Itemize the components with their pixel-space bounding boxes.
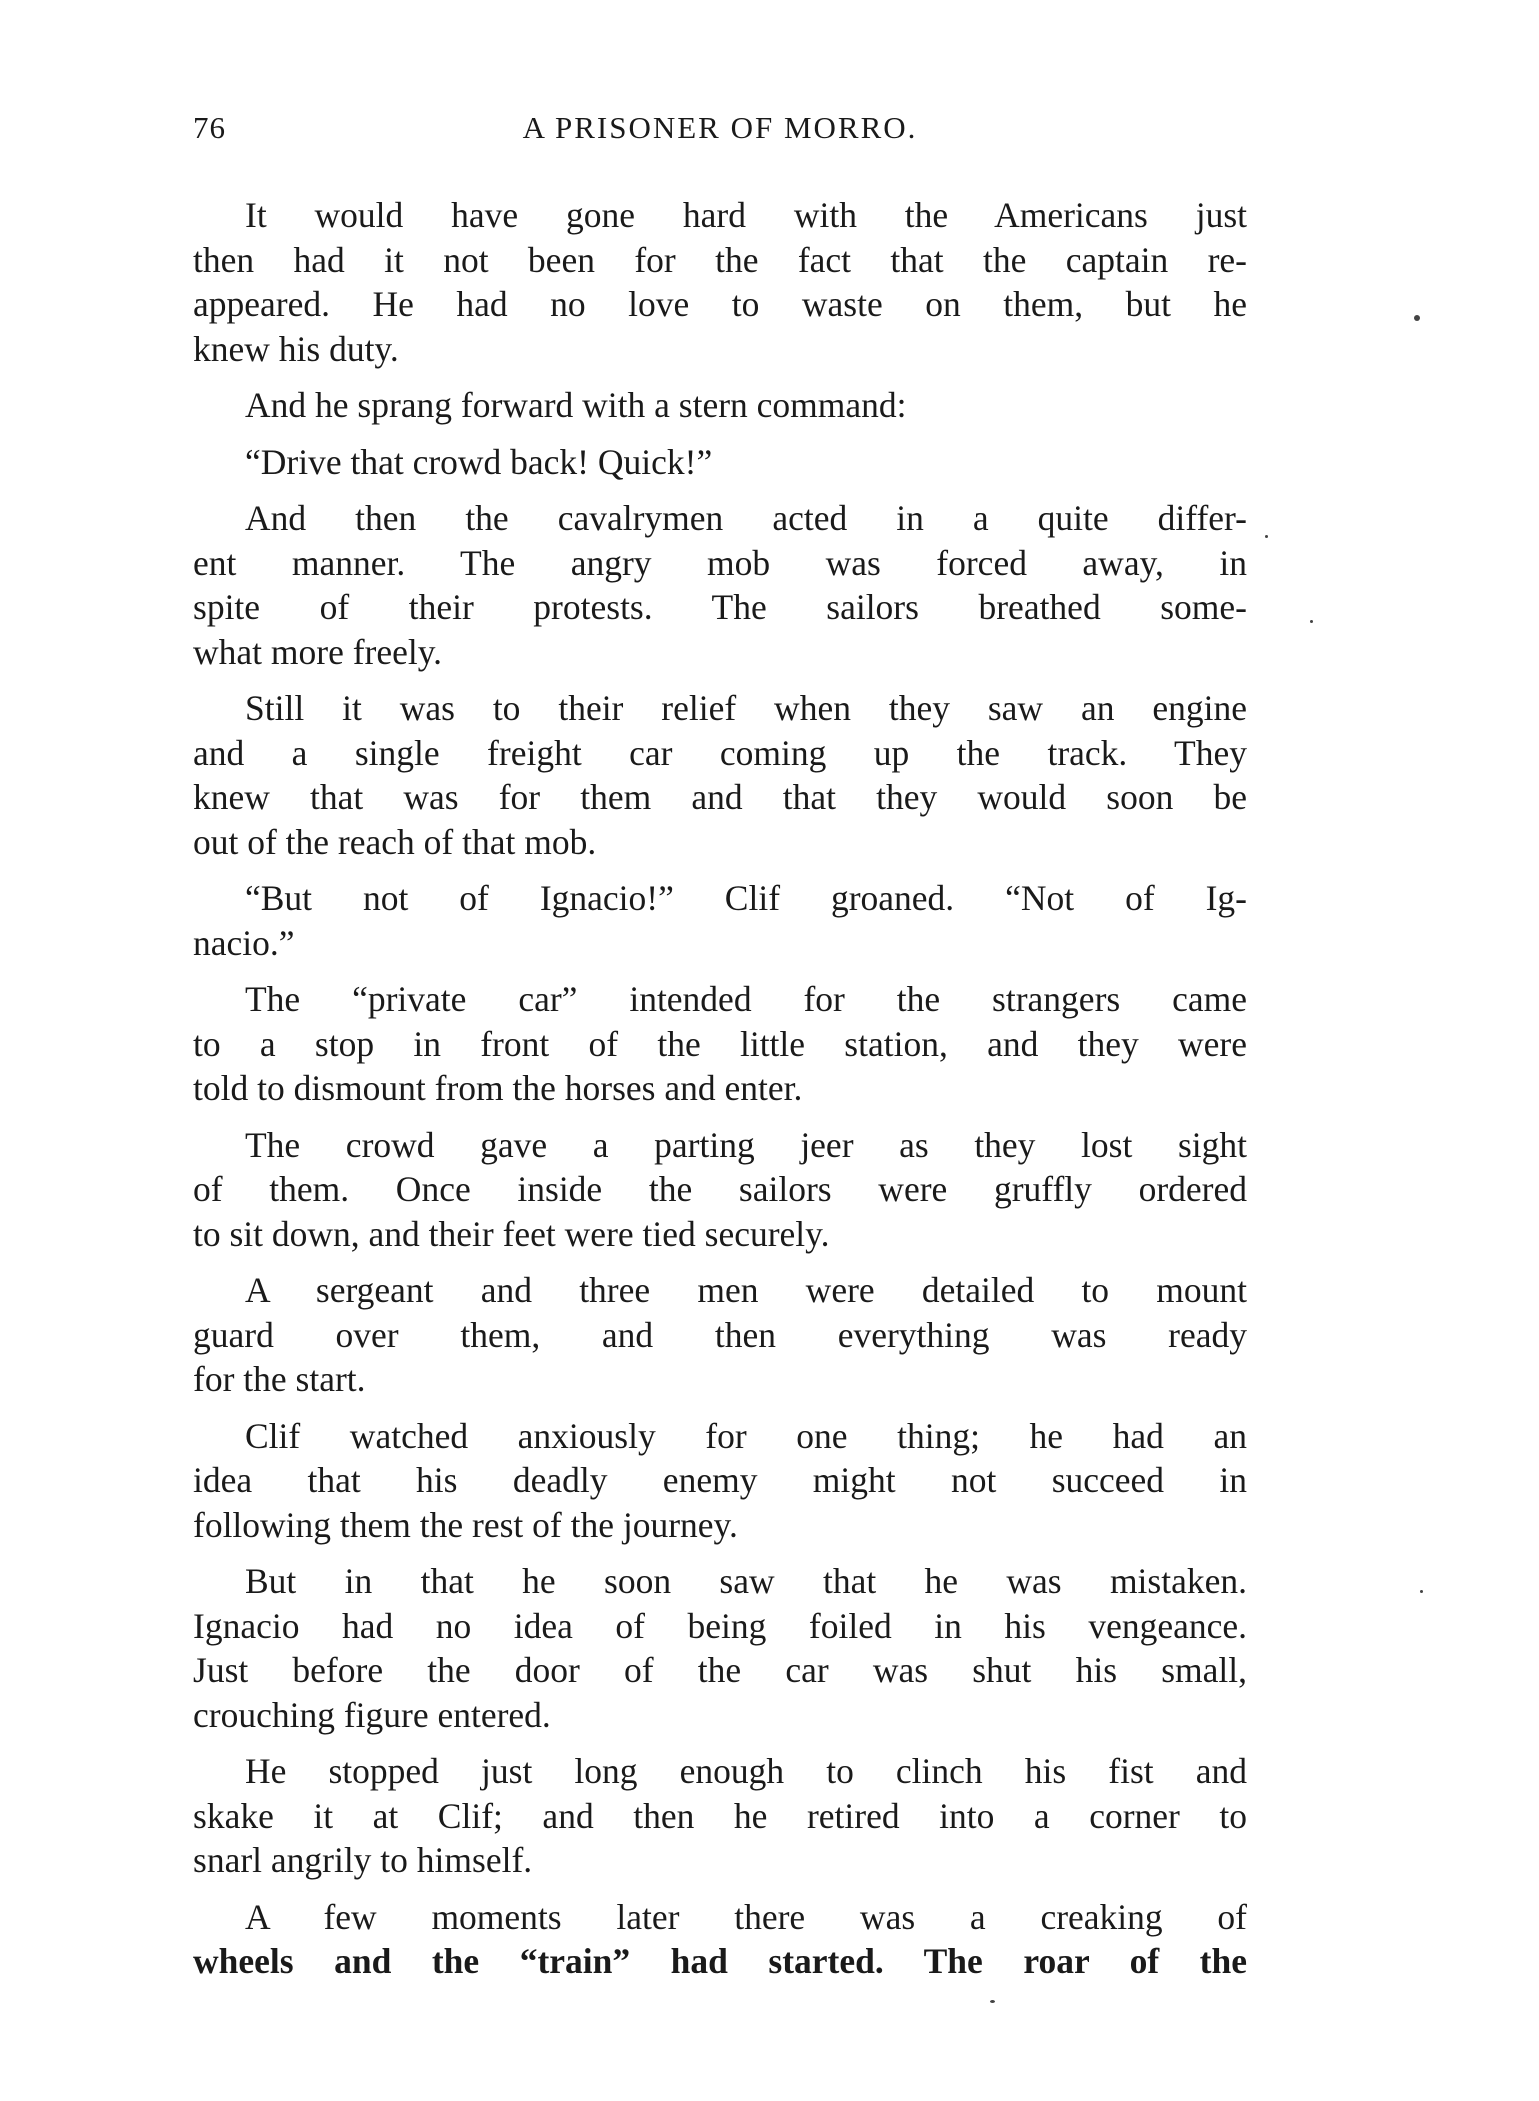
text-line: Still it was to their relief when they saw an engine — [245, 688, 1247, 728]
text-line: Clif watched anxiously for one thing; he had an — [245, 1415, 1247, 1456]
text-line: He stopped just long enough to clinch his fist and — [245, 1751, 1247, 1791]
paragraph — [193, 193, 1247, 371]
text-line: wheels and the “train” had started. The roar of the — [193, 1941, 1247, 1981]
text-line: of them. Once inside the sailors were gruffly ordered — [193, 1169, 1247, 1209]
paragraph — [193, 383, 1247, 428]
running-title: A PRISONER OF MORRO. — [522, 110, 918, 145]
text-line: guard over them, and then everything was ready — [193, 1314, 1247, 1355]
text-line: And then the cavalrymen acted in a quite differ- — [245, 498, 1247, 538]
paragraph — [193, 686, 1247, 864]
text-line: Ignacio had no idea of being foiled in his vengeance. — [193, 1605, 1247, 1646]
print-speck — [990, 2000, 995, 2003]
text-line: out of the reach of that mob. — [193, 821, 597, 862]
text-line: A few moments later there was a creaking of — [245, 1896, 1247, 1937]
text-line: appeared. He had no love to waste on them, but he — [193, 284, 1247, 324]
text-line: crouching figure entered. — [193, 1694, 551, 1735]
print-speck — [1414, 315, 1420, 321]
text-line: skake it at Clif; and then he retired into a corner to — [193, 1795, 1247, 1836]
page-header — [193, 110, 1247, 160]
text-line: The crowd gave a parting jeer as they lost sight — [245, 1124, 1247, 1165]
text-line: told to dismount from the horses and enter. — [193, 1068, 803, 1108]
text-line: And he sprang forward with a stern command: — [245, 385, 907, 425]
text-line: idea that his deadly enemy might not succeed in — [193, 1460, 1247, 1500]
text-line: spite of their protests. The sailors breathed some- — [193, 587, 1247, 627]
print-speck — [1265, 535, 1268, 538]
text-line: nacio.” — [193, 922, 295, 963]
text-line: then had it not been for the fact that the captain re- — [193, 239, 1247, 280]
print-speck — [1310, 620, 1313, 623]
paragraph — [193, 1123, 1247, 1257]
text-line: Just before the door of the car was shut his small, — [193, 1650, 1247, 1690]
text-line: what more freely. — [193, 631, 443, 672]
text-line: knew that was for them and that they would soon be — [193, 777, 1247, 817]
paragraph — [193, 1749, 1247, 1883]
paragraph — [193, 1268, 1247, 1402]
body-text — [193, 193, 1247, 1996]
text-line: to a stop in front of the little station, and they were — [193, 1023, 1247, 1064]
text-line: and a single freight car coming up the track. They — [193, 732, 1247, 773]
paragraph — [193, 977, 1247, 1111]
text-line: The “private car” intended for the strangers came — [245, 979, 1247, 1019]
text-line: snarl angrily to himself. — [193, 1840, 533, 1880]
text-line: “Drive that crowd back! Quick!” — [245, 441, 713, 482]
paragraph — [193, 1895, 1247, 1984]
print-speck — [1420, 1590, 1423, 1593]
paragraph — [193, 496, 1247, 674]
text-line: But in that he soon saw that he was mistaken. — [245, 1561, 1247, 1601]
text-line: knew his duty. — [193, 328, 399, 369]
text-line: for the start. — [193, 1359, 366, 1399]
paragraph — [193, 1414, 1247, 1548]
page-number: 76 — [193, 110, 226, 145]
text-line: ent manner. The angry mob was forced away, in — [193, 542, 1247, 583]
text-line: A sergeant and three men were detailed to mount — [245, 1270, 1247, 1310]
text-line: following them the rest of the journey. — [193, 1504, 738, 1545]
text-line: “But not of Ignacio!” Clif groaned. “Not of Ig- — [245, 878, 1247, 918]
text-line: to sit down, and their feet were tied securely. — [193, 1213, 830, 1254]
paragraph — [193, 876, 1247, 965]
text-line: It would have gone hard with the Americans just — [245, 195, 1247, 235]
paragraph — [193, 440, 1247, 485]
paragraph — [193, 1559, 1247, 1737]
